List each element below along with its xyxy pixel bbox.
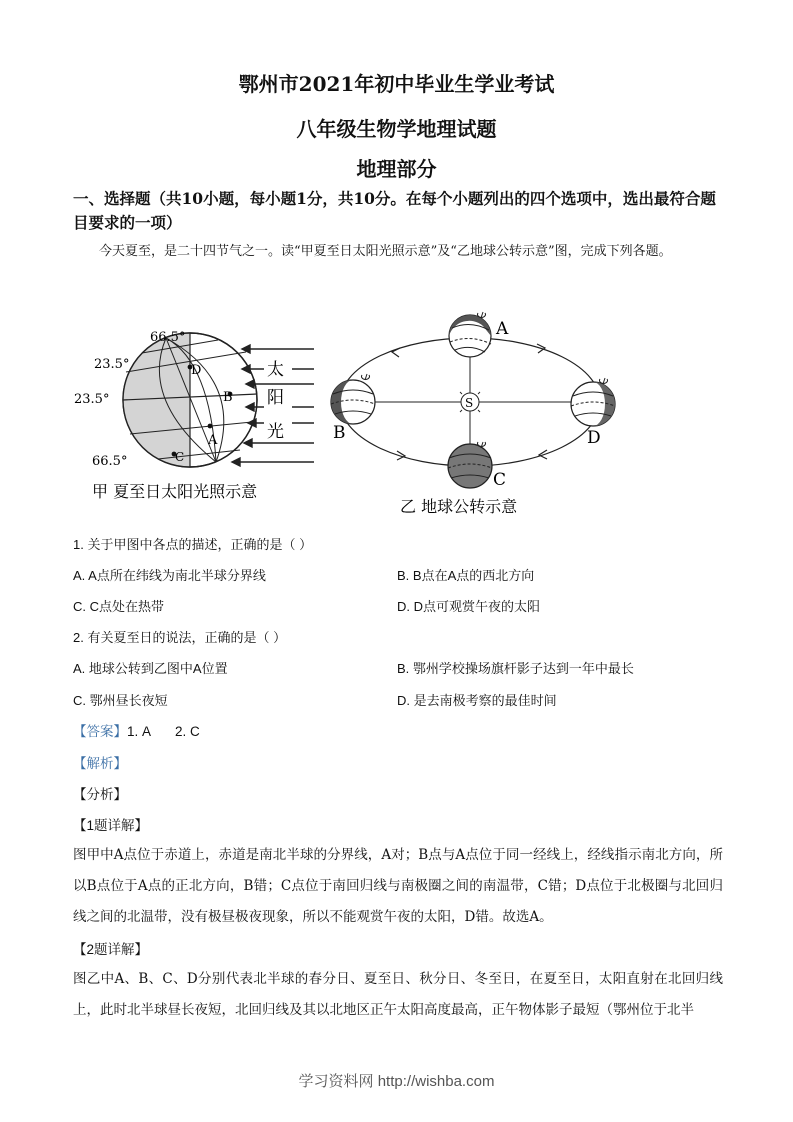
question-2-stem: 2. 有关夏至日的说法，正确的是（ ）	[73, 630, 287, 645]
answer-line	[73, 720, 200, 740]
question-2-option-b: B. 鄂州学校操场旗杆影子达到一年中最长	[397, 661, 634, 676]
figure-yi	[325, 308, 630, 518]
sun-char-3: 光	[267, 422, 284, 442]
sun-char-2: 阳	[267, 388, 284, 408]
label-c: C	[175, 450, 185, 464]
caption-yi: 乙 地球公转示意	[400, 497, 518, 516]
lat-label-south: 23.5°	[74, 392, 110, 407]
sun-label: S	[465, 396, 474, 410]
question-1-option-b: B. B点在A点的西北方向	[397, 568, 535, 583]
sun-char-1: 太	[267, 360, 284, 380]
question-1-option-c: C. C点处在热带	[73, 599, 165, 614]
answer-tag: 【答案】	[73, 724, 127, 739]
footer-watermark: 学习资料网 http://wishba.com	[298, 1073, 495, 1090]
label-pos-b: B	[333, 423, 346, 443]
fenxi-tag: 【分析】	[73, 787, 127, 802]
figure-jia	[70, 322, 330, 507]
lat-label-north: 23.5°	[94, 357, 130, 372]
question-1-option-d: D. D点可观赏午夜的太阳	[397, 599, 541, 614]
label-b: B	[223, 390, 233, 405]
label-pos-c: C	[493, 470, 507, 490]
question-2-option-a: A. 地球公转到乙图中A位置	[73, 661, 228, 676]
exam-title: 鄂州市2021年初中毕业生学业考试	[238, 72, 555, 96]
detail-1-heading: 【1题详解】	[73, 818, 149, 833]
question-1-stem: 1. 关于甲图中各点的描述，正确的是（ ）	[73, 537, 313, 552]
point-a	[208, 424, 213, 429]
label-a: A	[208, 433, 218, 448]
analysis-tag: 【解析】	[73, 756, 127, 771]
detail-1-text: 图甲中A点位于赤道上，赤道是南北半球的分界线，A对；B点与A点位于同一经线上，经线指示南北方向，所以B点位于A点的正北方向，B错；C点位于南回归线与南极圈之间的南温带，C错；D点位于北极圈与北回归线之间的北温带，没有极昼极夜现象，所以不能观赏午夜的太阳，D错。故选A。	[73, 847, 723, 925]
answer-1: 1. A	[127, 724, 152, 739]
detail-2-heading: 【2题详解】	[73, 942, 149, 957]
lat-label-bottom: 66.5°	[92, 454, 128, 469]
earth-position-a	[449, 312, 491, 357]
question-2-option-d: D. 是去南极考察的最佳时间	[397, 693, 557, 708]
earth-position-b	[331, 374, 375, 424]
label-d: D	[191, 363, 202, 378]
section-title: 地理部分	[356, 157, 437, 181]
earth-position-c	[448, 442, 492, 488]
answer-2: 2. C	[175, 724, 200, 739]
label-pos-a: A	[496, 319, 509, 339]
exam-subtitle: 八年级生物学地理试题	[296, 117, 497, 141]
section-heading: 一、选择题（共10小题，每小题1分，共10分。在每个小题列出的四个选项中，选出最符合题目要求的一项）	[73, 189, 716, 232]
intro-paragraph: 今天夏至，是二十四节气之一。读“甲夏至日太阳光照示意”及“乙地球公转示意”图，完成下列各题。	[99, 244, 672, 259]
detail-2-text: 图乙中A、B、C、D分别代表北半球的春分日、夏至日、秋分日、冬至日，在夏至日，太阳直射在北回归线上，此时北半球昼长夜短，北回归线及其以北地区正午太阳高度最高，正午物体影子最短（鄂州位于北半	[73, 971, 723, 1018]
caption-jia: 甲 夏至日太阳光照示意	[92, 482, 258, 501]
question-1-option-a: A. A点所在纬线为南北半球分界线	[73, 568, 266, 583]
lat-label-top: 66.5°	[150, 330, 186, 345]
question-2-option-c: C. 鄂州昼长夜短	[73, 693, 168, 708]
earth-position-d	[571, 378, 615, 426]
label-pos-d: D	[587, 428, 601, 448]
